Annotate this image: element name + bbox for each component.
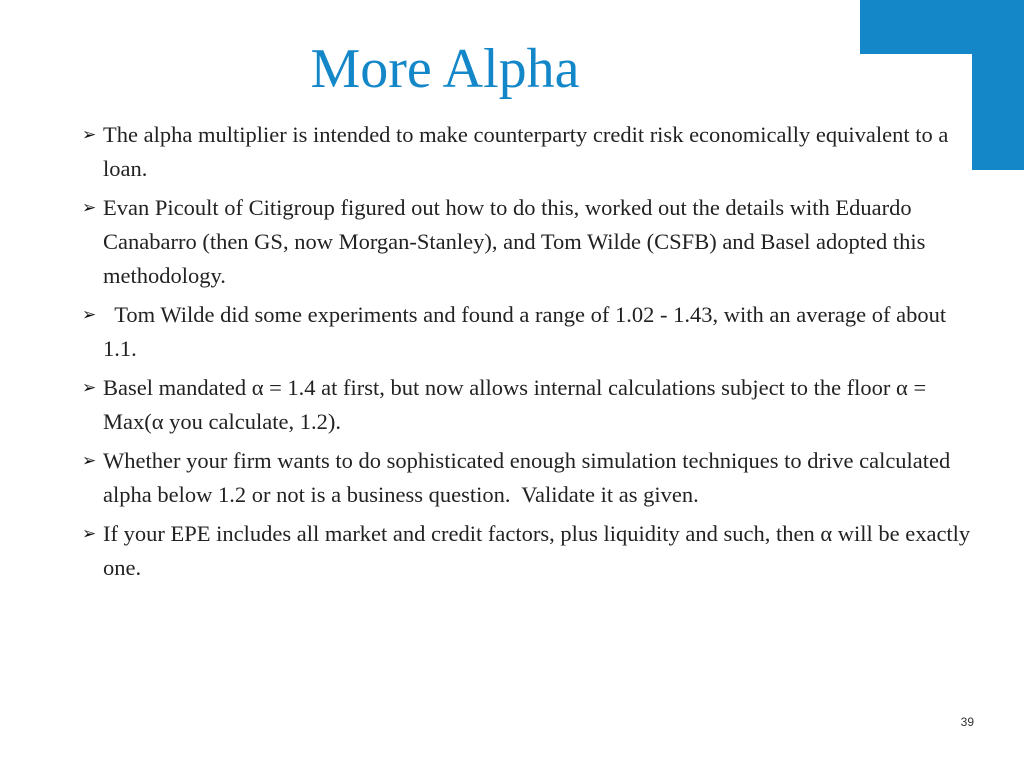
bullet-item <box>82 118 974 186</box>
bullet-text: Basel mandated α = 1.4 at first, but now allows internal calculations subject to the floor α = Max(α you calculate, 1.2). <box>103 375 927 434</box>
arrow-bullet-icon: ➢ <box>82 198 97 218</box>
bullet-list <box>82 118 974 590</box>
bullet-text: If your EPE includes all market and credit factors, plus liquidity and such, then α will be exactly one. <box>103 521 971 580</box>
bullet-item <box>82 444 974 512</box>
arrow-bullet-icon: ➢ <box>82 524 97 544</box>
page-number: 39 <box>960 715 974 729</box>
arrow-bullet-icon: ➢ <box>82 305 97 325</box>
decorative-corner-block-side <box>972 0 1024 170</box>
arrow-bullet-icon: ➢ <box>82 451 97 471</box>
arrow-bullet-icon: ➢ <box>82 378 97 398</box>
bullet-text: Whether your firm wants to do sophisticated enough simulation techniques to drive calculated alpha below 1.2 or not is a business question. Validate it as given. <box>103 448 956 507</box>
bullet-text: The alpha multiplier is intended to make counterparty credit risk economically equivalent to a loan. <box>103 122 949 181</box>
bullet-item <box>82 298 974 366</box>
bullet-item <box>82 517 974 585</box>
bullet-item <box>82 191 974 293</box>
arrow-bullet-icon: ➢ <box>82 125 97 145</box>
bullet-text: Evan Picoult of Citigroup figured out how to do this, worked out the details with Eduardo Canabarro (then GS, now Morgan-Stanley), and Tom Wilde (CSFB) and Basel adopted this methodology. <box>103 195 926 288</box>
slide-title: More Alpha <box>310 38 580 100</box>
bullet-text: Tom Wilde did some experiments and found a range of 1.02 - 1.43, with an average of about 1.1. <box>103 302 952 361</box>
bullet-item <box>82 371 974 439</box>
